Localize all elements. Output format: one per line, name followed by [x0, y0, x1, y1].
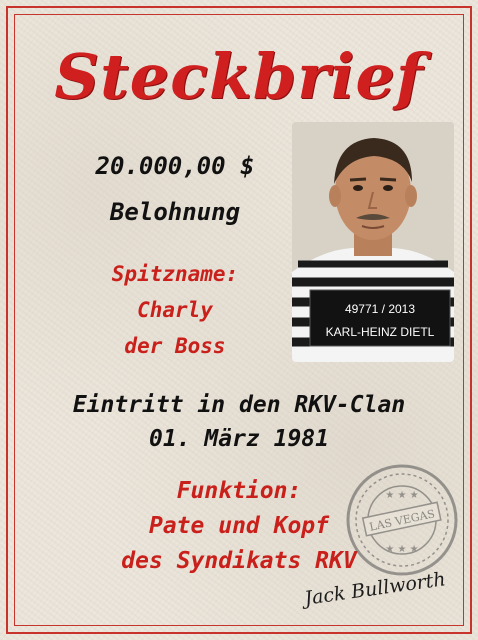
- function-label: Funktion:: [176, 478, 302, 504]
- board-number: 49771 / 2013: [344, 302, 416, 316]
- mugshot-board: [310, 290, 450, 346]
- function-line-1: Pate und Kopf: [148, 513, 329, 539]
- entry-date-line-1: Eintritt in den RKV-Clan: [72, 392, 406, 418]
- stamp-text: LAS VEGAS: [368, 507, 436, 534]
- svg-text:★ ★ ★: ★ ★ ★: [385, 490, 419, 501]
- svg-text:★ ★ ★: ★ ★ ★: [385, 544, 419, 555]
- reward-label: Belohnung: [109, 198, 241, 226]
- poster-headline: Steckbrief: [54, 40, 424, 113]
- reward-amount: 20.000,00 $: [95, 152, 255, 180]
- entry-date-line-2: 01. März 1981: [148, 426, 329, 452]
- mugshot-illustration: [292, 122, 454, 362]
- nickname-line-1: Charly: [137, 298, 213, 322]
- signature: Jack Bullworth: [303, 568, 447, 610]
- board-name: KARL-HEINZ DIETL: [325, 325, 435, 339]
- function-line-2: des Syndikats RKV: [121, 548, 357, 574]
- nickname-label: Spitzname:: [111, 262, 239, 286]
- las-vegas-stamp: [342, 460, 462, 580]
- nickname-line-2: der Boss: [124, 334, 226, 358]
- mugshot-photo: [292, 122, 454, 362]
